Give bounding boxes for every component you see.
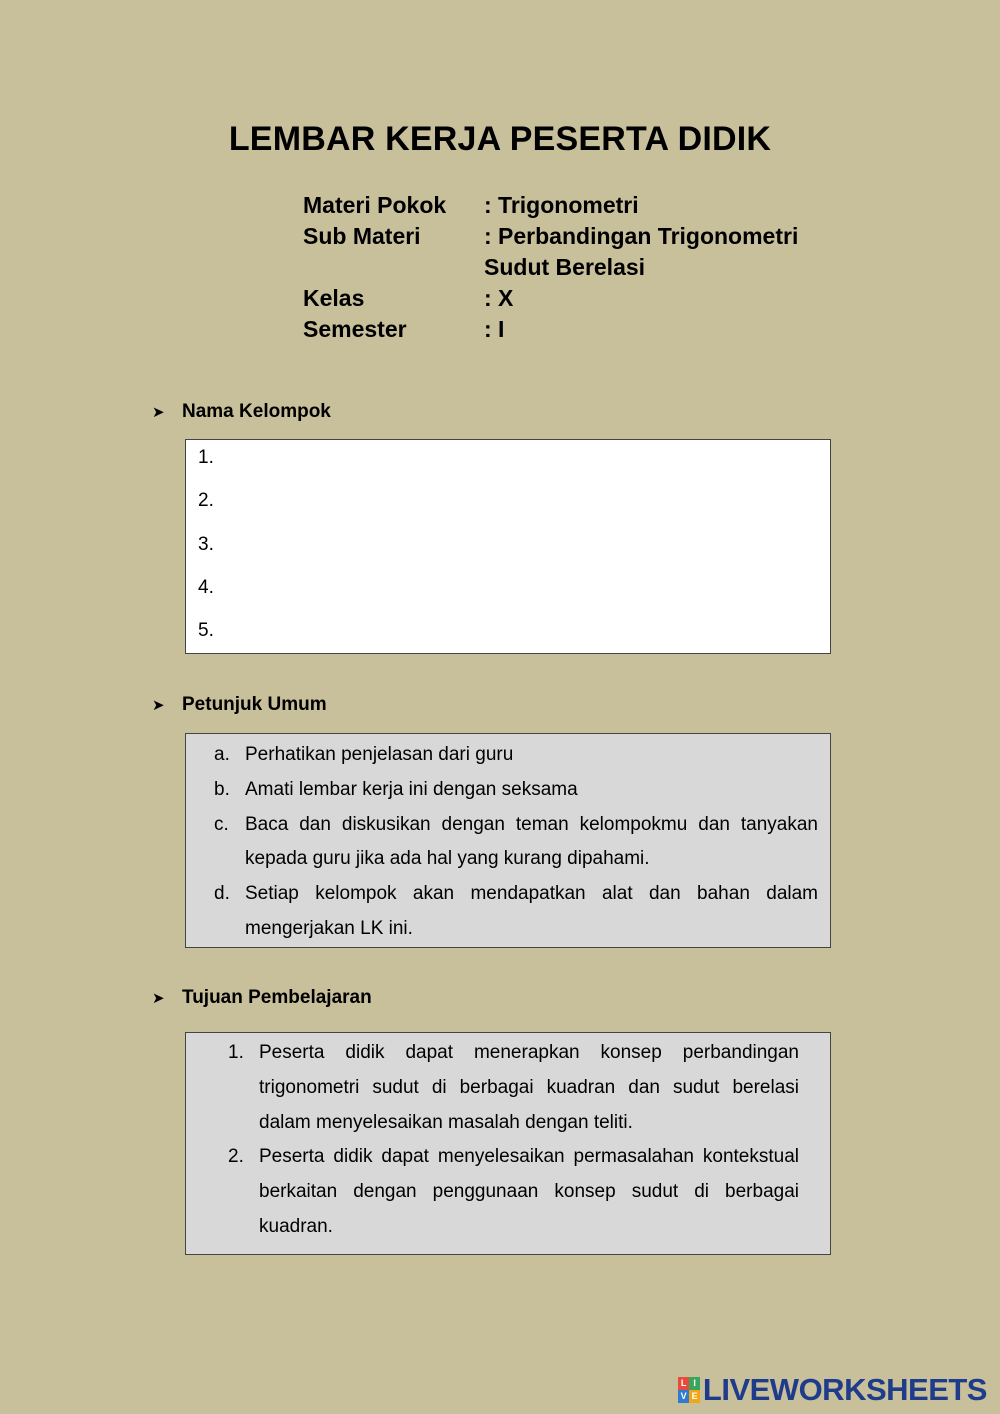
meta-value: : Perbandingan Trigonometri bbox=[484, 223, 799, 249]
arrow-bullet-icon: ➤ bbox=[152, 990, 165, 1007]
section-heading-petunjuk-umum bbox=[152, 694, 327, 716]
brand-name: LIVEWORKSHEETS bbox=[702, 1372, 987, 1407]
list-text: Baca dan diskusikan dengan teman kelompokmu dan tanyakan kepada guru jika ada hal yang kurang dipahami. bbox=[245, 813, 818, 870]
meta-value: : I bbox=[484, 316, 505, 342]
group-names-box bbox=[185, 439, 831, 654]
meta-row-kelas bbox=[303, 283, 824, 314]
liveworksheets-logo[interactable] bbox=[678, 1372, 987, 1408]
meta-label bbox=[303, 252, 484, 283]
list-text: Perhatikan penjelasan dari guru bbox=[245, 744, 514, 765]
section-heading-text: Nama Kelompok bbox=[182, 401, 331, 422]
section-heading-nama-kelompok bbox=[152, 401, 331, 423]
list-marker: 2. bbox=[228, 1146, 244, 1168]
list-text: Peserta didik dapat menyelesaikan permasalahan kontekstual berkaitan dengan penggunaan konsep sudut di berbagai kuadran. bbox=[259, 1146, 799, 1237]
list-item bbox=[214, 877, 818, 947]
meta-row-sub-materi bbox=[303, 221, 824, 252]
section-heading-tujuan-pembelajaran bbox=[152, 987, 372, 1009]
list-item bbox=[214, 808, 818, 878]
group-member-line[interactable]: 1. bbox=[198, 447, 214, 468]
group-member-line[interactable]: 3. bbox=[198, 533, 214, 555]
list-item bbox=[228, 1036, 799, 1140]
list-marker: d. bbox=[214, 883, 230, 905]
meta-label: Materi Pokok bbox=[303, 192, 447, 218]
page-title: LEMBAR KERJA PESERTA DIDIK bbox=[228, 120, 772, 158]
meta-label: Kelas bbox=[303, 285, 365, 311]
section-heading-text: Tujuan Pembelajaran bbox=[182, 987, 372, 1008]
list-text: Peserta didik dapat menerapkan konsep perbandingan trigonometri sudut di berbagai kuadran dan sudut berelasi dalam menyelesaikan masalah dengan teliti. bbox=[259, 1042, 799, 1133]
meta-row-materi bbox=[303, 190, 824, 221]
meta-value: Sudut Berelasi bbox=[484, 254, 646, 280]
meta-label: Semester bbox=[303, 316, 407, 342]
meta-row-sub-materi-cont bbox=[303, 252, 824, 283]
meta-row-semester bbox=[303, 314, 824, 345]
meta-value: : X bbox=[484, 285, 514, 311]
list-marker: c. bbox=[214, 813, 229, 835]
arrow-bullet-icon: ➤ bbox=[152, 697, 165, 714]
list-marker: a. bbox=[214, 744, 230, 765]
liveworksheets-logo-icon: L I V E bbox=[678, 1377, 700, 1403]
group-member-line[interactable]: 4. bbox=[198, 576, 214, 598]
list-marker: 1. bbox=[228, 1042, 244, 1063]
instructions-box bbox=[185, 733, 831, 948]
meta-label: Sub Materi bbox=[303, 223, 421, 249]
meta-value: : Trigonometri bbox=[484, 192, 639, 218]
list-item bbox=[214, 773, 818, 808]
group-member-line[interactable]: 5. bbox=[198, 620, 214, 642]
list-text: Amati lembar kerja ini dengan seksama bbox=[245, 778, 578, 800]
group-member-line[interactable]: 2. bbox=[198, 490, 214, 512]
learning-goals-box bbox=[185, 1032, 831, 1255]
section-heading-text: Petunjuk Umum bbox=[182, 694, 327, 715]
list-text: Setiap kelompok akan mendapatkan alat dan bahan dalam mengerjakan LK ini. bbox=[245, 883, 818, 939]
list-marker: b. bbox=[214, 778, 230, 800]
list-item bbox=[228, 1140, 799, 1244]
meta-info bbox=[303, 190, 824, 345]
list-item bbox=[214, 738, 818, 773]
arrow-bullet-icon: ➤ bbox=[152, 404, 165, 421]
